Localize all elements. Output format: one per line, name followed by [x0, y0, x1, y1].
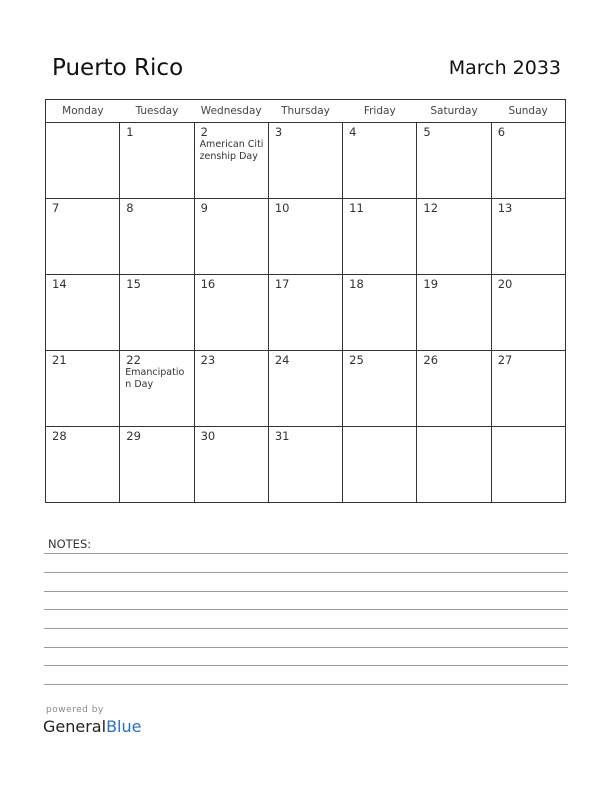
holiday-label: Emancipation Day	[125, 367, 185, 390]
day-cell	[120, 199, 194, 275]
day-cell	[491, 123, 565, 199]
day-number: 15	[126, 277, 141, 291]
note-line	[44, 553, 568, 554]
calendar-grid	[45, 99, 566, 503]
week-row	[46, 351, 566, 427]
generalblue-logo	[43, 717, 141, 736]
day-cell	[46, 199, 120, 275]
day-cell	[491, 351, 565, 427]
day-cell	[343, 427, 417, 503]
weekday-header: Sunday	[491, 100, 565, 123]
day-cell	[491, 427, 565, 503]
day-number: 24	[274, 353, 290, 367]
day-cell	[194, 275, 268, 351]
day-number: 22	[126, 353, 141, 367]
day-number: 26	[423, 353, 439, 367]
day-number: 2	[200, 125, 208, 139]
day-cell	[46, 123, 120, 199]
day-cell	[194, 351, 268, 427]
day-cell	[268, 427, 342, 503]
day-cell	[120, 427, 194, 503]
weekday-header: Thursday	[268, 100, 342, 123]
note-line	[44, 684, 568, 685]
weekday-header: Saturday	[417, 100, 491, 123]
day-cell	[268, 123, 342, 199]
day-number: 31	[274, 429, 290, 443]
day-number: 1	[126, 125, 134, 139]
day-number: 17	[274, 277, 290, 291]
day-number: 29	[126, 429, 141, 443]
day-number: 19	[423, 277, 439, 291]
day-cell	[194, 123, 268, 199]
day-number: 21	[52, 353, 67, 367]
calendar-country-title: Puerto Rico	[52, 55, 184, 81]
day-cell	[46, 427, 120, 503]
day-cell	[417, 275, 491, 351]
day-number: 18	[349, 277, 364, 291]
note-line	[44, 609, 568, 610]
day-number: 4	[349, 125, 357, 139]
day-number: 20	[497, 277, 513, 291]
day-cell	[268, 275, 342, 351]
holiday-label: American Citizenship Day	[199, 139, 264, 162]
weekday-header: Tuesday	[120, 100, 194, 123]
weekday-header-row	[46, 100, 566, 123]
day-cell	[491, 199, 565, 275]
day-number: 8	[126, 201, 134, 215]
day-cell	[120, 275, 194, 351]
week-row	[46, 123, 566, 199]
day-cell	[491, 275, 565, 351]
day-number: 16	[200, 277, 216, 291]
day-cell	[194, 427, 268, 503]
notes-label: NOTES:	[48, 537, 92, 551]
day-number: 10	[274, 201, 290, 215]
brand-part-blue: Blue	[106, 717, 142, 736]
weekday-header: Friday	[343, 100, 417, 123]
day-number: 23	[200, 353, 216, 367]
day-cell	[343, 275, 417, 351]
week-row	[46, 275, 566, 351]
day-cell	[343, 199, 417, 275]
day-number: 6	[497, 125, 506, 139]
day-cell	[120, 351, 194, 427]
day-number: 14	[52, 277, 67, 291]
day-cell	[268, 199, 342, 275]
weekday-header: Monday	[46, 100, 120, 123]
day-number: 28	[52, 429, 67, 443]
day-number: 25	[349, 353, 364, 367]
day-number: 30	[200, 429, 216, 443]
day-number: 3	[274, 125, 283, 139]
brand-part-general: General	[43, 717, 107, 736]
day-number: 7	[52, 201, 60, 215]
day-cell	[417, 351, 491, 427]
day-cell	[417, 427, 491, 503]
day-cell	[268, 351, 342, 427]
week-row	[46, 199, 566, 275]
note-line	[44, 647, 568, 648]
day-cell	[120, 123, 194, 199]
week-row	[46, 427, 566, 503]
day-number: 11	[349, 201, 364, 215]
note-line	[44, 572, 568, 573]
weekday-header: Wednesday	[194, 100, 268, 123]
day-cell	[46, 351, 120, 427]
day-cell	[343, 123, 417, 199]
day-number: 5	[423, 125, 431, 139]
day-number: 12	[423, 201, 439, 215]
note-line	[44, 591, 568, 592]
day-cell	[194, 199, 268, 275]
day-number: 9	[200, 201, 208, 215]
day-cell	[417, 199, 491, 275]
day-cell	[417, 123, 491, 199]
day-number: 13	[497, 201, 513, 215]
day-number: 27	[497, 353, 513, 367]
note-line	[44, 628, 568, 629]
day-cell	[46, 275, 120, 351]
powered-by-text: powered by	[46, 705, 104, 715]
day-cell	[343, 351, 417, 427]
calendar-month-title: March 2033	[448, 57, 561, 79]
note-line	[44, 665, 568, 666]
